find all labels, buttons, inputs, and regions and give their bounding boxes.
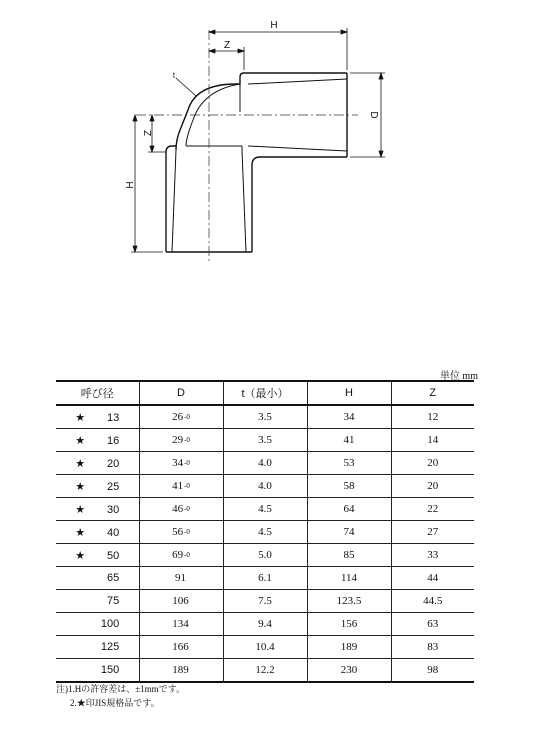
cell-h: 34	[307, 405, 391, 429]
cell-t: 3.5	[223, 429, 307, 452]
d-value: 134	[172, 618, 189, 630]
d-value: 26	[172, 411, 184, 423]
d-tolerance: -0	[184, 528, 190, 536]
cell-t: 12.2	[223, 659, 307, 683]
cell-t: 4.0	[223, 452, 307, 475]
d-value: 46	[172, 503, 184, 515]
dim-H-left: H	[125, 181, 136, 189]
cell-z: 27	[391, 521, 474, 544]
cell-z: 44	[391, 567, 474, 590]
cell-d	[139, 659, 223, 683]
spec-table	[56, 380, 474, 683]
table-row	[56, 567, 474, 590]
size-value: 150	[100, 664, 120, 676]
dim-t: t	[172, 71, 176, 80]
size-value: 40	[107, 526, 120, 539]
table-row	[56, 544, 474, 567]
size-value: 125	[100, 641, 120, 653]
cell-t: 3.5	[223, 405, 307, 429]
table-header-row	[56, 381, 474, 405]
col-header-h: H	[307, 381, 391, 405]
table-row	[56, 590, 474, 613]
size-value: 65	[107, 572, 120, 584]
cell-h: 53	[307, 452, 391, 475]
col-header-z: Z	[391, 381, 474, 405]
cell-t: 10.4	[223, 636, 307, 659]
cell-d	[139, 498, 223, 521]
size-value: 20	[107, 457, 120, 470]
cell-z: 83	[391, 636, 474, 659]
note-2: 2.★印JIS規格品です。	[70, 698, 160, 708]
cell-h: 156	[307, 613, 391, 636]
d-value: 189	[172, 664, 189, 676]
cell-size	[56, 567, 139, 590]
table-row	[56, 521, 474, 544]
dim-H-top: H	[270, 20, 278, 31]
cell-d	[139, 636, 223, 659]
star-mark: ★	[75, 480, 86, 493]
unit-label: 単位 mm	[439, 371, 478, 382]
star-mark: ★	[75, 411, 86, 424]
cell-z: 63	[391, 613, 474, 636]
cell-t: 4.5	[223, 521, 307, 544]
cell-t: 9.4	[223, 613, 307, 636]
cell-size	[56, 590, 139, 613]
cell-t: 6.1	[223, 567, 307, 590]
cell-h: 114	[307, 567, 391, 590]
inner-bore-top	[248, 79, 347, 84]
star-mark: ★	[75, 503, 86, 516]
table-row	[56, 429, 474, 452]
inner-socket-left	[172, 150, 176, 252]
d-tolerance: -0	[184, 459, 190, 467]
table-row	[56, 405, 474, 429]
cell-size	[56, 498, 139, 521]
cell-size	[56, 659, 139, 683]
size-value: 30	[107, 503, 120, 516]
cell-z: 20	[391, 475, 474, 498]
table-row	[56, 498, 474, 521]
size-value: 50	[107, 549, 120, 562]
cell-h: 58	[307, 475, 391, 498]
size-value: 16	[107, 434, 120, 447]
cell-size	[56, 405, 139, 429]
cell-d	[139, 405, 223, 429]
cell-z: 14	[391, 429, 474, 452]
d-value: 69	[172, 549, 184, 561]
table-row	[56, 475, 474, 498]
col-header-size: 呼び径	[56, 381, 139, 405]
size-value: 25	[107, 480, 120, 493]
table-row	[56, 613, 474, 636]
d-value: 29	[172, 434, 184, 446]
cell-z: 20	[391, 452, 474, 475]
cell-z: 44.5	[391, 590, 474, 613]
elbow-outer-top	[176, 73, 347, 150]
cell-d	[139, 544, 223, 567]
cell-z: 22	[391, 498, 474, 521]
cell-d	[139, 590, 223, 613]
inner-bore-bottom	[248, 146, 347, 151]
cell-z: 98	[391, 659, 474, 683]
col-header-t: t（最小）	[223, 381, 307, 405]
table-row	[56, 659, 474, 683]
cell-size	[56, 544, 139, 567]
star-mark: ★	[75, 434, 86, 447]
star-mark: ★	[75, 457, 86, 470]
d-value: 56	[172, 526, 184, 538]
cell-h: 230	[307, 659, 391, 683]
cell-h: 64	[307, 498, 391, 521]
d-value: 41	[172, 480, 184, 492]
note-1: 注)1.Hの許容差は、±1mmです。	[56, 684, 185, 694]
size-value: 100	[100, 618, 120, 630]
socket-right-bottom	[252, 157, 347, 252]
cell-d	[139, 452, 223, 475]
cell-size	[56, 475, 139, 498]
cell-t: 5.0	[223, 544, 307, 567]
table-row	[56, 636, 474, 659]
dim-Z-top: Z	[223, 40, 231, 51]
inner-socket-right	[242, 150, 246, 252]
d-value: 91	[175, 572, 186, 584]
cell-size	[56, 521, 139, 544]
cell-d	[139, 567, 223, 590]
notes	[56, 682, 185, 710]
col-header-d: D	[139, 381, 223, 405]
d-tolerance: -0	[184, 482, 190, 490]
cell-d	[139, 613, 223, 636]
cell-size	[56, 429, 139, 452]
d-tolerance: -0	[184, 551, 190, 559]
cell-z: 33	[391, 544, 474, 567]
size-value: 75	[107, 595, 120, 607]
dim-Z-left: Z	[143, 129, 154, 137]
d-tolerance: -0	[184, 436, 190, 444]
cell-t: 4.0	[223, 475, 307, 498]
d-value: 166	[172, 641, 189, 653]
cell-h: 74	[307, 521, 391, 544]
d-value: 34	[172, 457, 184, 469]
cell-z: 12	[391, 405, 474, 429]
cell-h: 41	[307, 429, 391, 452]
cell-t: 7.5	[223, 590, 307, 613]
cell-h: 189	[307, 636, 391, 659]
cell-h: 85	[307, 544, 391, 567]
d-tolerance: -0	[184, 505, 190, 513]
cell-d	[139, 521, 223, 544]
table-row	[56, 452, 474, 475]
cell-size	[56, 452, 139, 475]
cell-h: 123.5	[307, 590, 391, 613]
cell-d	[139, 475, 223, 498]
d-tolerance: -0	[184, 413, 190, 421]
star-mark: ★	[75, 526, 86, 539]
cell-t: 4.5	[223, 498, 307, 521]
cell-size	[56, 636, 139, 659]
elbow-drawing	[0, 0, 544, 300]
size-value: 13	[107, 411, 120, 424]
dim-D-right: D	[368, 111, 379, 119]
d-value: 106	[172, 595, 189, 607]
cell-size	[56, 613, 139, 636]
star-mark: ★	[75, 549, 86, 562]
cell-d	[139, 429, 223, 452]
